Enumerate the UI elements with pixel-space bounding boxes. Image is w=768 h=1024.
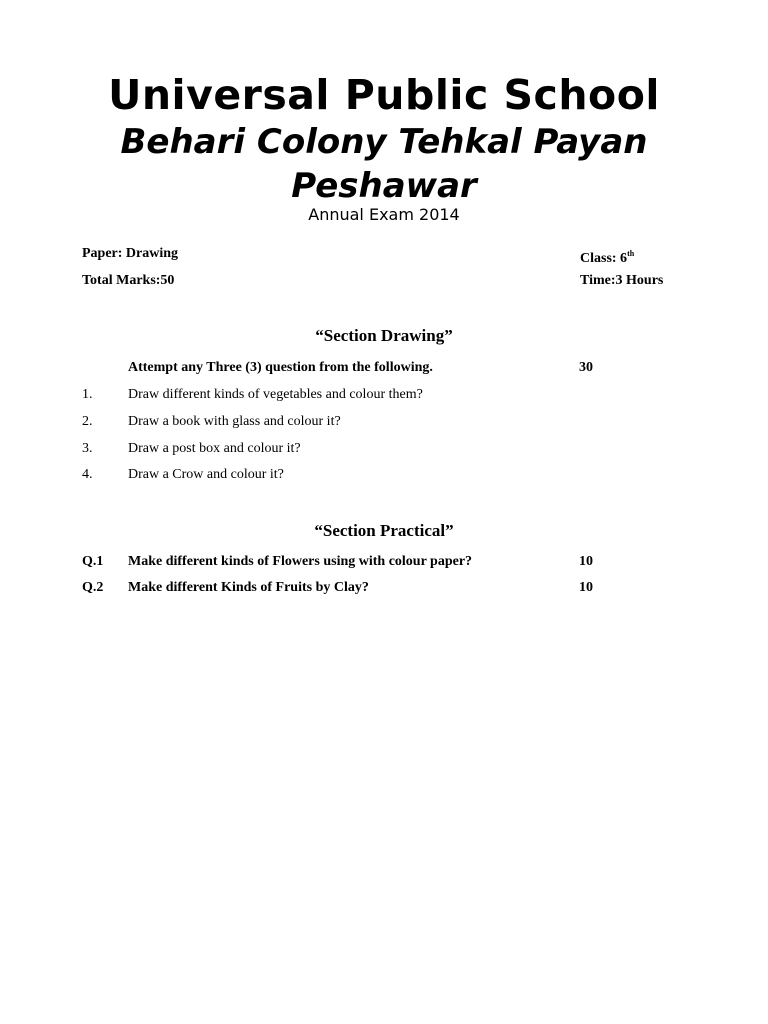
school-address: Behari Colony Tehkal Payan Peshawar (120, 122, 648, 206)
class-label (580, 244, 634, 269)
practical-question (82, 578, 702, 598)
drawing-question (82, 465, 702, 485)
question-text: Draw different kinds of vegetables and colour them? (128, 387, 423, 402)
paper-label: Paper: Drawing (82, 246, 179, 261)
question-text: Draw a Crow and colour it? (128, 467, 284, 482)
question-number: 2. (82, 414, 93, 429)
question-text: Make different Kinds of Fruits by Clay? (128, 580, 369, 595)
question-text: Draw a post box and colour it? (128, 441, 301, 456)
practical-question (82, 552, 702, 572)
question-marks: 10 (579, 580, 593, 595)
question-marks: 10 (579, 554, 593, 569)
school-name: Universal Public School (108, 71, 660, 119)
section-drawing-heading: “Section Drawing” (315, 326, 453, 345)
info-row-marks (82, 271, 702, 291)
question-text: Make different kinds of Flowers using with colour paper? (128, 554, 473, 569)
section-practical-heading: “Section Practical” (314, 521, 454, 540)
instruction-text: Attempt any Three (3) question from the following. (128, 360, 433, 375)
question-number: 3. (82, 441, 93, 456)
drawing-question (82, 412, 702, 432)
question-text: Draw a book with glass and colour it? (128, 414, 341, 429)
drawing-question (82, 385, 702, 405)
drawing-question (82, 439, 702, 459)
class-value: Class: 6 (580, 251, 628, 266)
question-number: Q.1 (82, 554, 104, 569)
instruction-marks: 30 (579, 360, 593, 375)
info-row-paper (82, 244, 702, 264)
exam-title: Annual Exam 2014 (308, 205, 460, 224)
question-number: 4. (82, 467, 93, 482)
section-drawing-instruction (82, 358, 702, 378)
question-number: 1. (82, 387, 93, 402)
class-ordinal: th (627, 249, 635, 258)
question-number: Q.2 (82, 580, 104, 595)
time-label: Time:3 Hours (580, 273, 664, 288)
total-marks-label: Total Marks:50 (82, 273, 175, 288)
